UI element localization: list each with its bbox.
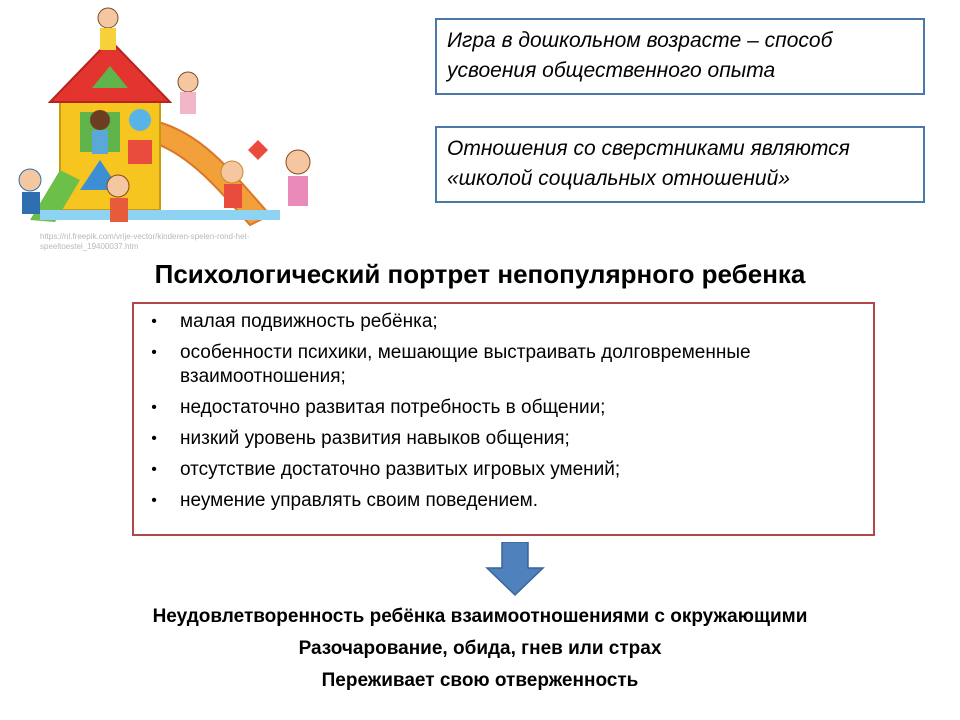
list-item: • низкий уровень развития навыков общения; (134, 427, 873, 451)
conclusion-line: Переживает свою отверженность (321, 670, 639, 691)
list-item: • недостаточно развитая потребность в общении; (134, 396, 873, 420)
quote-text: Игра в дошкольном возрасте – способ усвоения общественного опыта (447, 29, 833, 82)
conclusion-line: Неудовлетворенность ребёнка взаимоотношениями с окружающими (152, 606, 808, 627)
traits-list (134, 304, 873, 513)
bullet-icon: • (151, 399, 157, 416)
list-item: • особенности психики, мешающие выстраивать долговременные взаимоотношения; (134, 341, 873, 389)
quote-box-play (435, 18, 925, 95)
image-source-watermark: https://nl.freepik.com/vrije-vector/kinderen-spelen-rond-het-speeltoestel_19400037.htm (40, 232, 250, 251)
quote-text: Отношения со сверстниками являются «школой социальных отношений» (447, 137, 850, 190)
quote-box-peers (435, 126, 925, 203)
bullet-icon: • (151, 461, 157, 478)
conclusion-line: Разочарование, обида, гнев или страх (298, 638, 662, 659)
bullet-icon: • (151, 492, 157, 509)
playground-illustration (0, 0, 340, 260)
bullet-icon: • (151, 430, 157, 447)
bullet-icon: • (151, 313, 157, 330)
down-arrow-icon (485, 542, 545, 597)
traits-box (132, 302, 875, 536)
section-title: Психологический портрет непопулярного ребенка (154, 259, 806, 289)
list-item: • неумение управлять своим поведением. (134, 489, 873, 513)
list-item: • отсутствие достаточно развитых игровых умений; (134, 458, 873, 482)
bullet-icon: • (151, 344, 157, 361)
list-item: • малая подвижность ребёнка; (134, 310, 873, 334)
